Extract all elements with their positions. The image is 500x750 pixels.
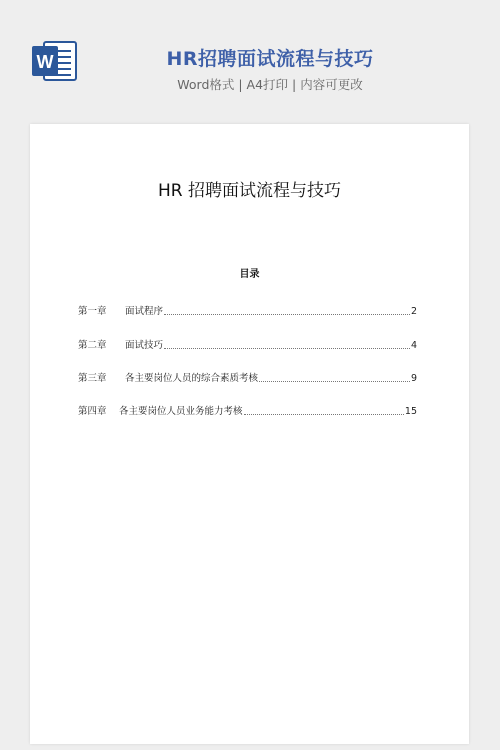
word-doc-icon [30, 40, 78, 82]
toc-page-number: 15 [404, 406, 417, 417]
toc-item[interactable] [78, 371, 417, 385]
header-subtitle: Word格式 | A4打印 | 内容可更改 [177, 77, 363, 92]
toc-chapter: 第三章 [78, 373, 107, 384]
toc-leader [164, 348, 410, 349]
toc-leader [244, 414, 404, 415]
toc-title: 各主要岗位人员的综合素质考核 [125, 373, 259, 384]
toc-heading: 目录 [239, 269, 260, 280]
toc-chapter: 第二章 [78, 340, 107, 351]
toc-chapter: 第四章 [78, 406, 107, 417]
word-icon-letter: W [36, 52, 54, 72]
toc-item[interactable] [78, 404, 417, 418]
toc-item[interactable] [78, 338, 417, 352]
toc-leader [259, 381, 410, 382]
toc-page-number: 2 [410, 306, 417, 317]
toc-title: 面试程序 [125, 306, 164, 317]
document-title: HR 招聘面试流程与技巧 [158, 181, 341, 201]
toc-title: 面试技巧 [125, 340, 164, 351]
toc-page-number: 9 [410, 373, 417, 384]
toc-item[interactable] [78, 304, 417, 318]
toc-chapter: 第一章 [78, 306, 107, 317]
toc-title: 各主要岗位人员业务能力考核 [119, 406, 243, 417]
header-title: HR招聘面试流程与技巧 [166, 48, 374, 70]
document-page [30, 124, 469, 744]
header [0, 0, 500, 110]
toc-page-number: 4 [410, 340, 417, 351]
toc-leader [164, 314, 410, 315]
